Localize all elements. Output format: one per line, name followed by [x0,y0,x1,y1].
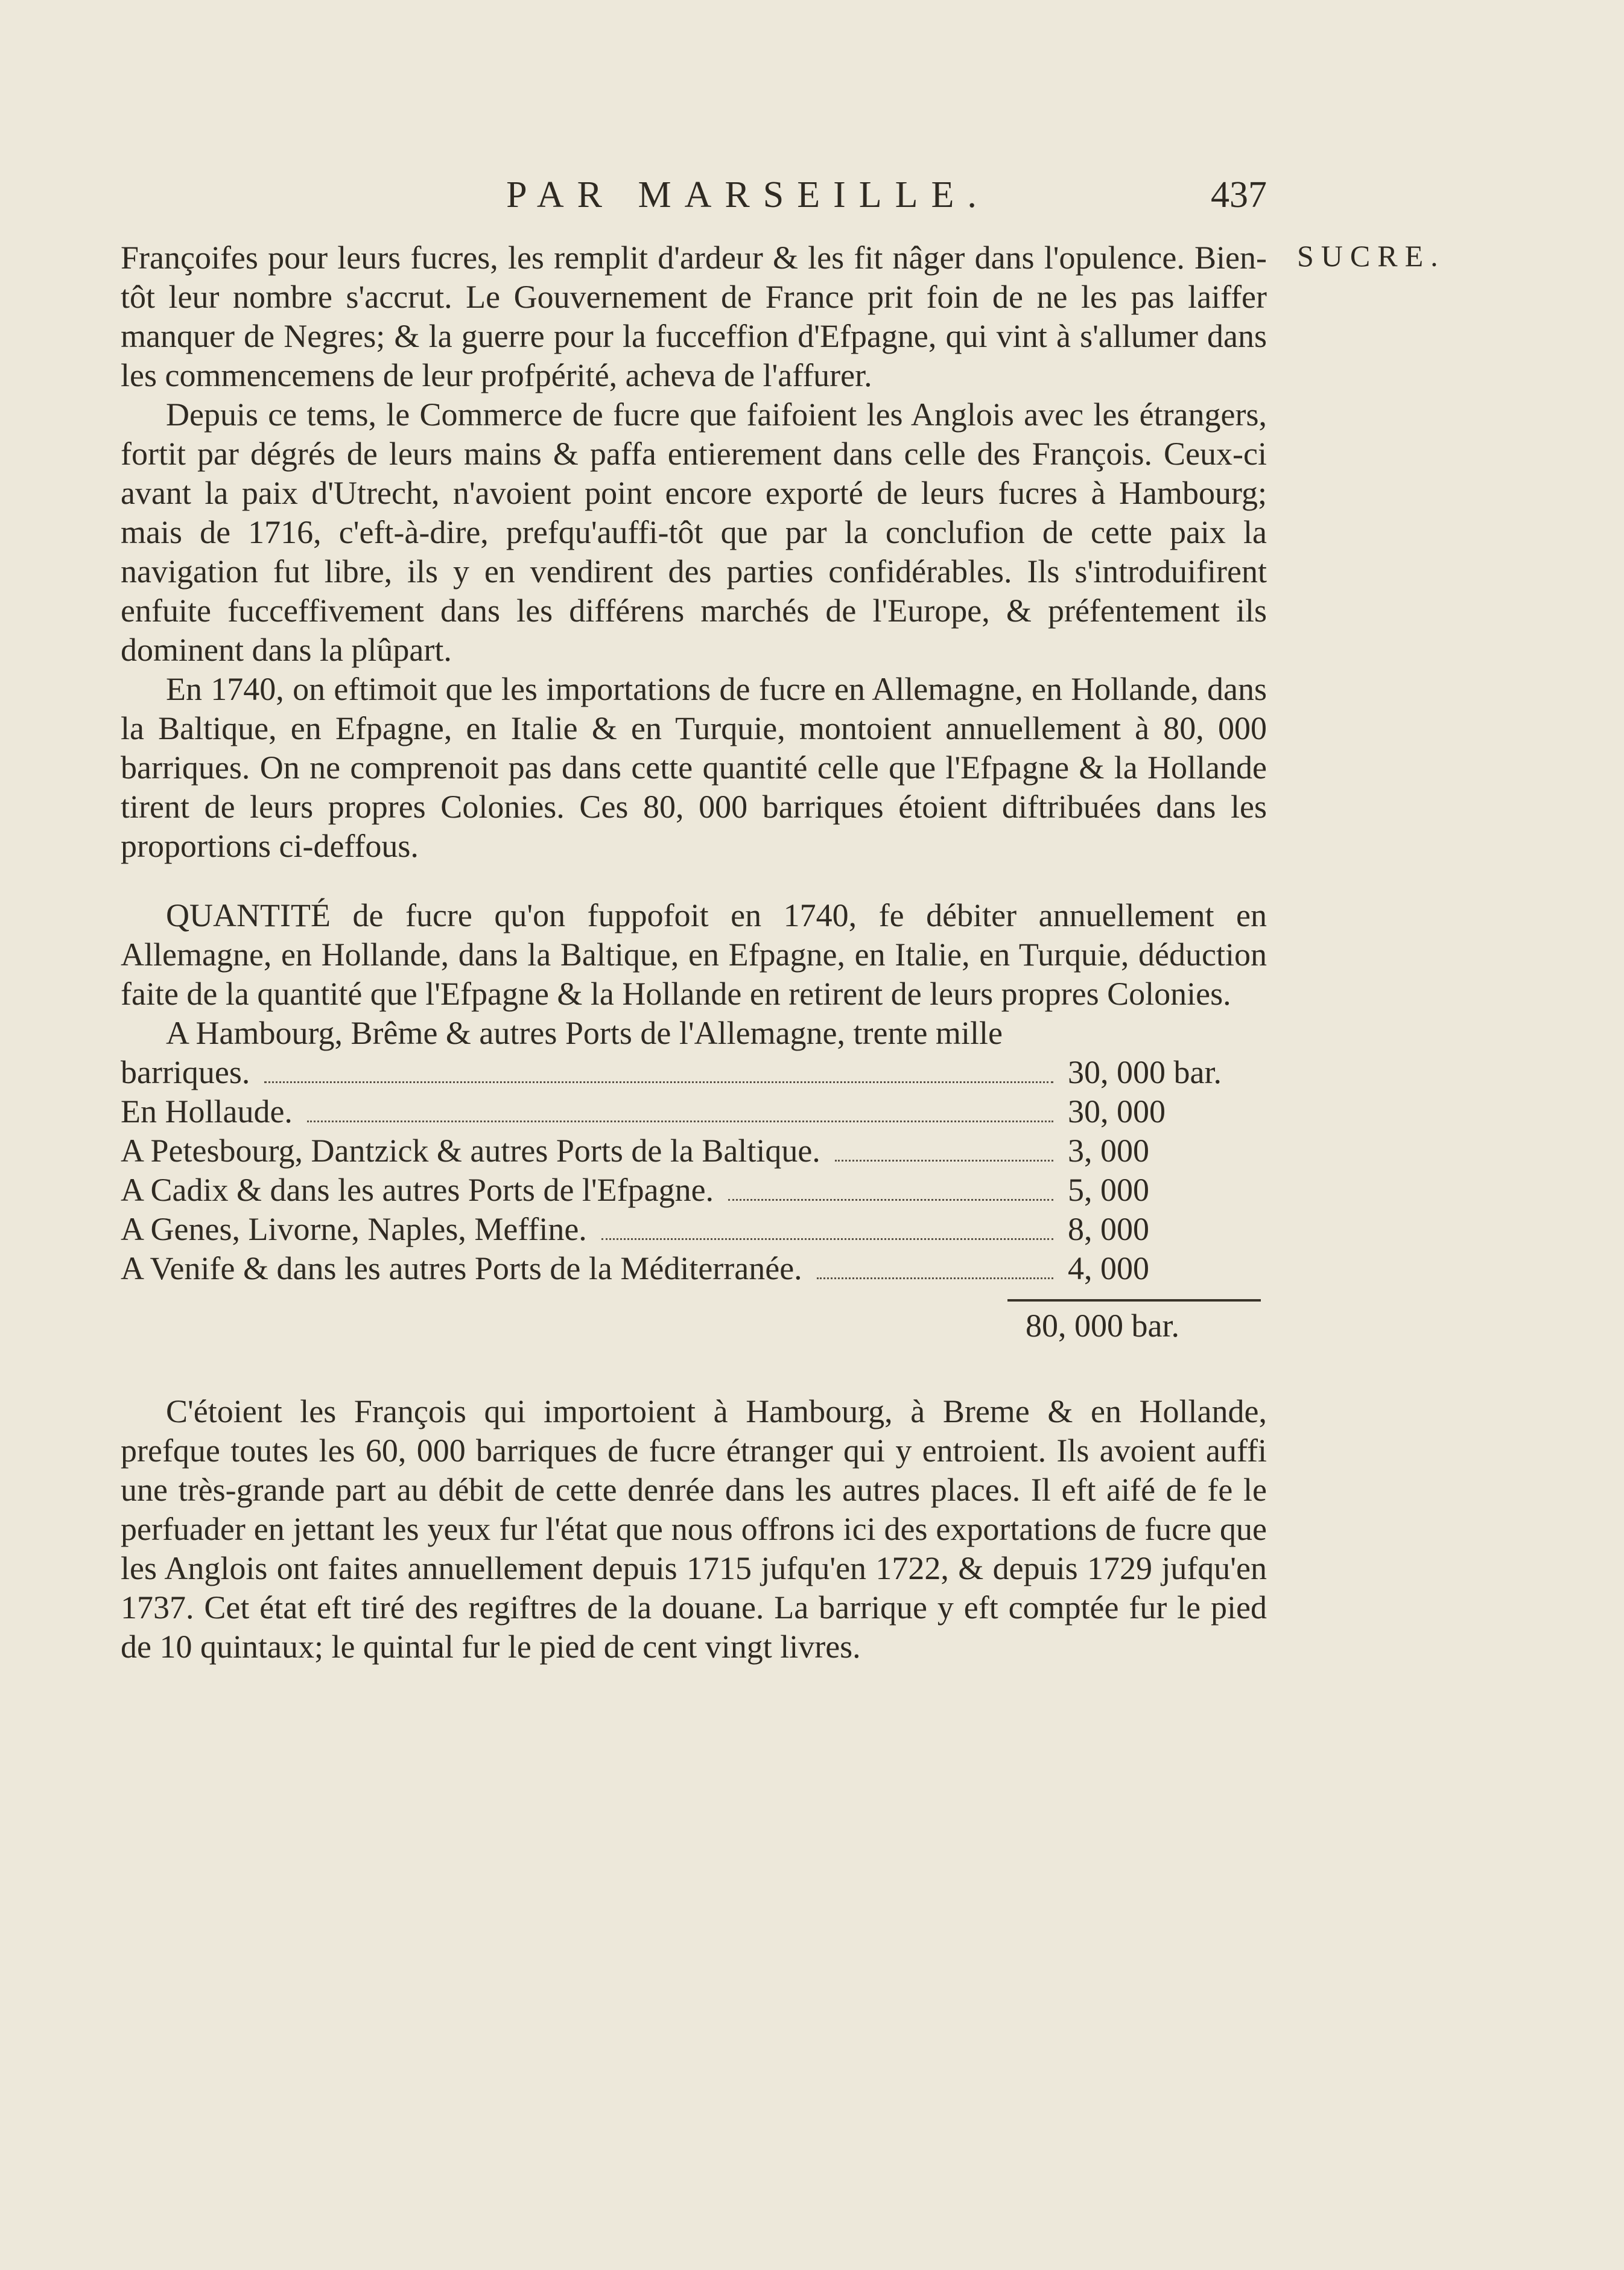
table-row [121,1171,1267,1210]
row-value: 5, 000 [1068,1172,1149,1208]
dot-leader [264,1063,1053,1083]
paragraph-2: Depuis ce tems, le Commerce de fucre que faifoient les Anglois avec les étrangers, fortit par dégrés de leurs mains & paffa entierement dans celle des François. Ceux-ci avant la paix d'Utrecht, n'avoient point encore exporté de leurs fucres à Hambourg; mais de 1716, c'eft-à-dire, prefqu'auffi-tôt que par la conclufion de cette paix la navigation fut libre, ils y en vendirent des parties confidérables. Ils s'introduifirent enfuite fucceffivement dans les différens marchés de l'Europe, & préfentement ils dominent dans la plûpart. [121,396,1267,668]
row-value: 3, 000 [1068,1133,1149,1169]
row-label: A Cadix & dans les autres Ports de l'Efpagne. [121,1172,714,1208]
paragraph-3: En 1740, on eftimoit que les importations de fucre en Allemagne, en Hollande, dans la Baltique, en Efpagne, en Italie & en Turquie, montoient annuellement à 80, 000 barriques. On ne comprenoit pas dans cette quantité celle que l'Efpagne & la Hollande tirent de leurs propres Colonies. Ces 80, 000 barriques étoient diftribuées dans les proportions ci-deffous. [121,671,1267,864]
closing-paragraph: C'étoient les François qui importoient à Hambourg, à Breme & en Hollande, prefque toutes les 60, 000 barriques de fucre étranger qui y entroient. Ils avoient auffi une très-grande part au débit de cette denrée dans les autres places. Il eft aifé de fe le perfuader en jettant les yeux fur l'état que nous offrons ici des exportations de fucre que les Anglois ont faites annuellement depuis 1715 jufqu'en 1722, & depuis 1729 jufqu'en 1737. Cet état eft tiré des regiftres de la douane. La barrique y eft comptée fur le pied de 10 quintaux; le quintal fur le pied de cent vingt livres. [121,1393,1267,1665]
page-number: 437 [1211,174,1267,215]
margin-note: SUCRE. [1297,239,1445,273]
running-title: PAR MARSEILLE. [506,174,990,215]
row-label: A Venife & dans les autres Ports de la Méditerranée. [121,1250,802,1286]
dot-leader [601,1220,1053,1240]
table-intro: QUANTITÉ de fucre qu'on fuppofoit en 1740, fe débiter annuellement en Allemagne, en Hollande, dans la Baltique, en Efpagne, en Italie, en Turquie, déduction faite de la quantité que l'Efpagne & la Hollande en retirent de leurs propres Colonies. [121,897,1267,1012]
dot-leader [728,1181,1053,1201]
row-value: 30, 000 bar. [1068,1054,1222,1090]
row-value: 4, 000 [1068,1250,1149,1286]
table-row [121,1092,1267,1131]
paragraph-1: Françoifes pour leurs fucres, les remplit d'ardeur & les fit nâger dans l'opulence. Bien-tôt leur nombre s'accrut. Le Gouvernement de France prit foin de ne les pas laiffer manquer de Negres; & la guerre pour la fucceffion d'Efpagne, qui vint à s'allumer dans les commencemens de leur profpérité, acheva de l'affurer. [121,240,1267,393]
quantity-table [121,1053,1267,1288]
row-label: A Genes, Livorne, Naples, Meffine. [121,1211,587,1247]
dot-leader [835,1142,1053,1162]
dot-leader [817,1259,1053,1279]
table-row [121,1210,1267,1249]
spacer [121,1350,1267,1392]
table-row [121,1249,1267,1288]
table-total: 80, 000 bar. [1026,1308,1179,1344]
row-value: 30, 000 [1068,1093,1166,1130]
table-row [121,1131,1267,1171]
row-value: 8, 000 [1068,1211,1149,1247]
spacer [121,866,1267,896]
row-label: A Petesbourg, Dantzick & autres Ports de la Baltique. [121,1133,820,1169]
table-first-entry: A Hambourg, Brême & autres Ports de l'Allemagne, trente mille [166,1015,1003,1051]
page-header [121,174,1267,222]
main-text [121,238,1267,1667]
row-label: barriques. [121,1054,250,1090]
row-label: En Hollaude. [121,1093,293,1130]
dot-leader [307,1102,1053,1122]
table-row [121,1053,1267,1092]
